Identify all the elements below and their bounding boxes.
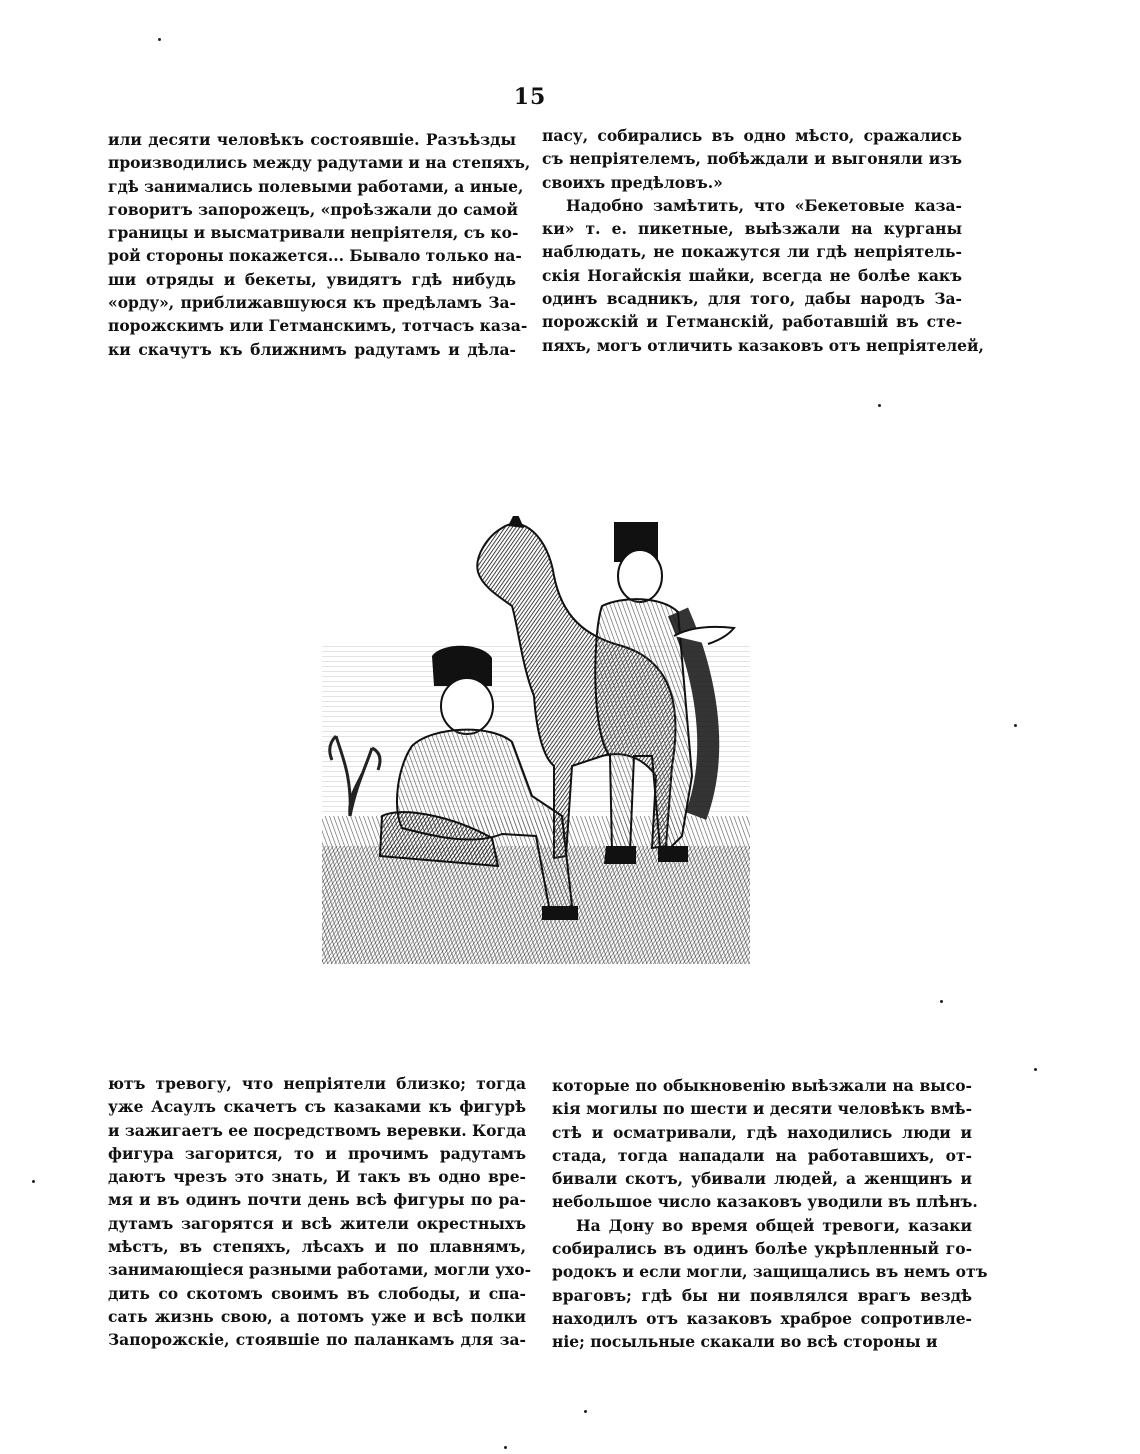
text-line: даютъ чрезъ это знать, И такъ въ одно вре- bbox=[108, 1167, 526, 1187]
scan-speck bbox=[504, 1446, 507, 1449]
scan-speck bbox=[1034, 1068, 1037, 1071]
paragraph bbox=[542, 194, 984, 357]
text-line: мя и въ одинъ почти день всѣ фигуры по ра- bbox=[108, 1190, 526, 1210]
scan-speck bbox=[940, 1000, 943, 1003]
text-line: «орду», приближавшуюся къ предѣламъ За- bbox=[108, 293, 516, 313]
text-line: стада, тогда нападали на работавшихъ, от- bbox=[552, 1145, 972, 1165]
text-line: порожскій и Гетманскій, работавшій въ сте- bbox=[542, 312, 962, 332]
text-line: гдѣ занимались полевыми работами, а иные, bbox=[108, 176, 524, 196]
text-line: говоритъ запорожецъ, «проѣзжали до самой bbox=[108, 199, 518, 219]
text-line: собирались въ одинъ болѣе укрѣпленный го- bbox=[552, 1239, 972, 1259]
text-line: На Дону во время общей тревоги, казаки bbox=[576, 1215, 972, 1235]
text-line: мѣстъ, въ степяхъ, лѣсахъ и по плавнямъ, bbox=[108, 1237, 526, 1257]
scan-speck bbox=[878, 404, 881, 407]
paragraph bbox=[552, 1214, 988, 1354]
text-column-bottom-left bbox=[108, 1072, 532, 1352]
text-line: кія могилы по шести и десяти человѣкъ вмѣ- bbox=[552, 1099, 972, 1119]
text-column-bottom-right bbox=[552, 1074, 988, 1354]
text-line: скія Ногайскія шайки, всегда не болѣе какъ bbox=[542, 265, 962, 285]
text-line: находилъ отъ казаковъ храброе сопротивле- bbox=[552, 1308, 972, 1328]
text-line: своихъ предѣловъ.» bbox=[542, 172, 723, 192]
text-line: и зажигаетъ ее посредствомъ веревки. Когда bbox=[108, 1120, 527, 1140]
text-line: пяхъ, могъ отличить казаковъ отъ непріятелей, bbox=[542, 335, 984, 355]
text-line: занимающіеся разными работами, могли ухо- bbox=[108, 1260, 532, 1280]
text-line: съ непріятелемъ, побѣждали и выгоняли изъ bbox=[542, 149, 962, 169]
text-line: родокъ и если могли, защищались въ немъ отъ bbox=[552, 1262, 988, 1282]
text-column-top-right bbox=[542, 124, 984, 357]
text-line: бивали скотъ, убивали людей, а женщинъ и bbox=[552, 1169, 972, 1189]
text-line: рой стороны покажется... Бывало только на- bbox=[108, 246, 522, 266]
text-line: пасу, собирались въ одно мѣсто, сражались bbox=[542, 126, 962, 145]
paragraph bbox=[542, 124, 962, 194]
text-line: дутамъ загорятся и всѣ жители окрестныхъ bbox=[108, 1213, 526, 1233]
text-line: которые по обыкновенію выѣзжали на высо- bbox=[552, 1076, 972, 1095]
text-line: ютъ тревогу, что непріятели близко; тогда bbox=[108, 1074, 526, 1093]
text-line: ніе; посыльные скакали во всѣ стороны и bbox=[552, 1332, 938, 1352]
text-line: небольшое число казаковъ уводили въ плѣнъ. bbox=[552, 1192, 978, 1212]
text-line: Надобно замѣтить, что «Бекетовые каза- bbox=[566, 195, 962, 215]
text-line: дить со скотомъ своимъ въ слободы, и спа- bbox=[108, 1283, 526, 1303]
scan-speck bbox=[158, 38, 161, 41]
text-line: производились между радутами и на степяхъ, bbox=[108, 153, 531, 173]
text-line: ки скачутъ къ ближнимъ радутамъ и дѣла- bbox=[108, 339, 516, 359]
text-line: границы и высматривали непріятеля, съ ко- bbox=[108, 223, 519, 243]
text-line: сать жизнь свою, а потомъ уже и всѣ полки bbox=[108, 1306, 526, 1326]
text-line: наблюдать, не покажутся ли гдѣ непріятель- bbox=[542, 242, 962, 262]
text-line: враговъ; гдѣ бы ни появлялся врагъ вездѣ bbox=[552, 1285, 972, 1305]
page-number: 15 bbox=[513, 84, 547, 110]
text-line: порожскимъ или Гетманскимъ, тотчасъ каза- bbox=[108, 316, 528, 336]
text-line: одинъ всадникъ, для того, дабы народъ За- bbox=[542, 289, 962, 309]
engraving-illustration bbox=[322, 516, 750, 964]
text-line: или десяти человѣкъ состоявшіе. Разъѣзды bbox=[108, 130, 516, 149]
text-line: ки» т. е. пикетные, выѣзжали на курганы bbox=[542, 219, 962, 239]
text-line: уже Асаулъ скачетъ съ казаками къ фигурѣ bbox=[108, 1097, 526, 1117]
paragraph bbox=[552, 1074, 978, 1214]
text-line: стѣ и осматривали, гдѣ находились люди и bbox=[552, 1122, 972, 1142]
scan-speck bbox=[584, 1410, 587, 1413]
text-line: фигура загорится, то и прочимъ радутамъ bbox=[108, 1143, 526, 1163]
scan-speck bbox=[1014, 724, 1017, 727]
scan-speck bbox=[32, 1180, 35, 1183]
text-column-top-left bbox=[108, 128, 531, 361]
text-line: Запорожскіе, стоявшіе по паланкамъ для за- bbox=[108, 1330, 526, 1350]
text-line: ши отряды и бекеты, увидятъ гдѣ нибудь bbox=[108, 269, 516, 289]
